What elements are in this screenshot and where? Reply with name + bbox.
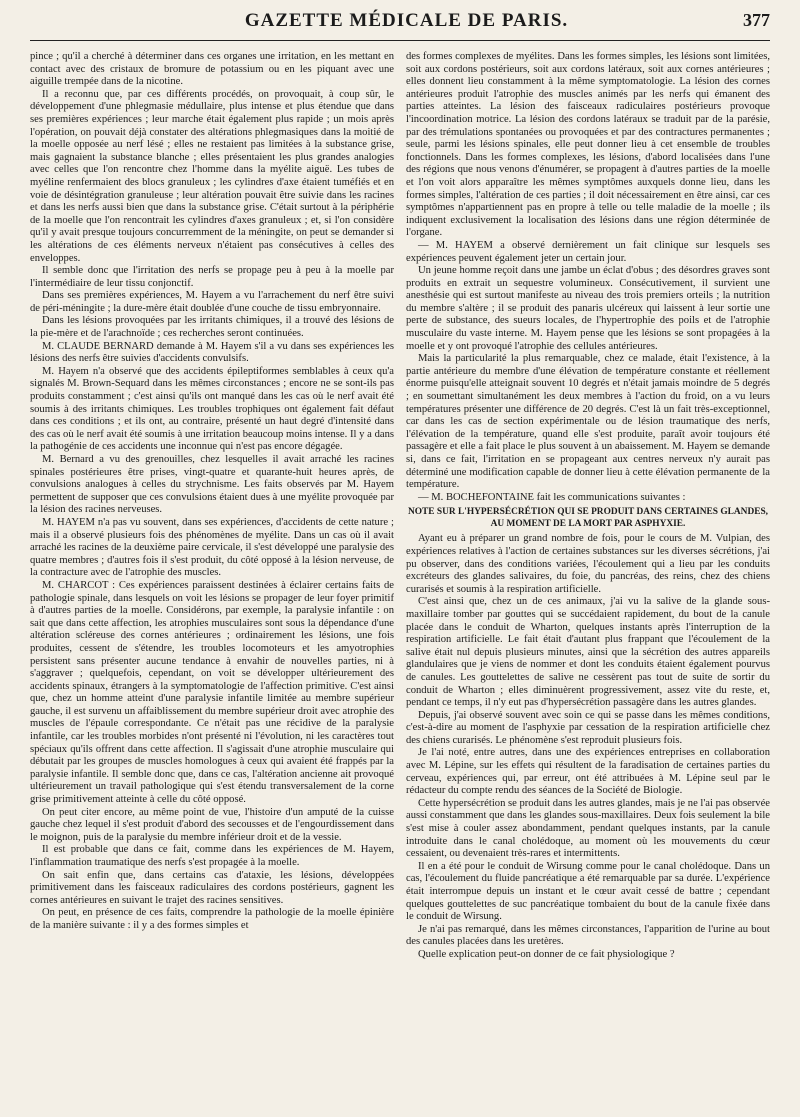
paragraph: Il en a été pour le conduit de Wirsung comme pour le canal cholédoque. Dans un cas, l'écoulement du fluide pancréatique a été remarquable par sa durée. L'expérience était interrompue depuis un instant et le cœur avait cessé de battre ; cependant quelques gouttelettes de suc pancréatique tombaient du bout de la canule fixée dans le conduit de Wirsung. [406, 860, 770, 923]
paragraph: Cette hypersécrétion se produit dans les autres glandes, mais je ne l'ai pas observée aussi constamment que dans les glandes sous-maxillaires. Deux fois seulement la bile s'est mise à couler assez abondamment, pendant quelques instants, par la canule introduite dans le canal cholédoque, au moment où les mouvements du cœur cessaient, ou devenaient très-rares et intermittents. [406, 797, 770, 860]
paragraph: Mais la particularité la plus remarquable, chez ce malade, était l'existence, à la partie antérieure du membre d'une élévation de température constante et réellement énorme puisqu'elle atteignait souvent 10 degrés et n'était jamais moindre de 5 degrés ; en soumettant simultanément les deux membres à l'action du froid, on a vu leurs températures présenter une différence de 20 degrés. C'est là un fait très-exceptionnel, car dans les cas de section expérimentale ou de lésion traumatique des nerfs, l'élévation de la température, quand elle s'est produite, paraît avoir toujours été passagère et elle a fait place le plus souvent à un abaissement. M. Hayem se demande si, dans ce fait, l'irritation en se propageant aux centres nerveux n'y aurait pas déterminé une modification capable de donner lieu à cette élévation permanente de la température. [406, 353, 770, 491]
paragraph: Je n'ai pas remarqué, dans les mêmes circonstances, l'apparition de l'urine au bout des canules placées dans les uretères. [406, 923, 770, 948]
paragraph: M. CLAUDE BERNARD demande à M. Hayem s'il a vu dans ses expériences les lésions des nerfs être suivies d'accidents convulsifs. [30, 340, 394, 365]
paragraph: M. HAYEM n'a pas vu souvent, dans ses expériences, d'accidents de cette nature ; mais il a observé plusieurs fois des phénomènes de myélite. Dans un cas où il avait arraché les racines de la deuxième paire cervicale, il s'est développé une paralysie des quatre membres ; d'autres fois il s'est produit, du côté opposé à la lésion nerveuse, de la contracture avec de l'atrophie des muscles. [30, 516, 394, 579]
page-number: 377 [743, 10, 770, 30]
paragraph: — M. HAYEM a observé dernièrement un fait clinique sur lesquels ses expériences peuvent également jeter un certain jour. [406, 239, 770, 264]
paragraph: On peut citer encore, au même point de vue, l'histoire d'un amputé de la cuisse gauche chez lequel il s'est produit d'abord des secousses et de l'engourdissement dans le moignon, puis de la paralysie du membre inférieur droit et de la vessie. [30, 806, 394, 843]
paragraph: Quelle explication peut-on donner de ce fait physiologique ? [418, 948, 675, 960]
paragraph: C'est ainsi que, chez un de ces animaux, j'ai vu la salive de la glande sous-maxillaire tomber par gouttes qui se succédaient rapidement, du bout de la canule placée dans le conduit de Wharton, quelques instants après l'interruption de la respiration artificielle. Le fait était d'autant plus frappant que l'écoulement de la salive était nul depuis plusieurs minutes, ainsi que la sécrétion des autres appareils glandulaires que je viens de nommer et dont les conduits étaient également pourvus de canules. Les gouttelettes de salive ne cessèrent pas tout de suite de sortir du conduit de Wharton ; elles diminuèrent progressivement, assez vite du reste, et, pendant ce temps, il n'y eut pas d'hypersécrétion passagère dans les autres glandes. [406, 596, 770, 709]
paragraph: Il semble donc que l'irritation des nerfs se propage peu à peu à la moelle par l'intermédiaire de leur tissu conjonctif. [30, 265, 394, 289]
paragraph: On sait enfin que, dans certains cas d'ataxie, les lésions, développées primitivement dans les faisceaux radiculaires des cordons postérieurs, gagnent les cornes antérieures en suivant le trajet des racines sensitives. [30, 869, 394, 906]
section-heading: NOTE SUR L'HYPERSÉCRÉTION QUI SE PRODUIT DANS CERTAINES GLANDES, AU MOMENT DE LA MORT PAR ASPHYXIE. [407, 507, 769, 529]
paragraph: Dans les lésions provoquées par les irritants chimiques, il a trouvé des lésions de la pie-mère et de l'arachnoïde ; ces recherches seront continuées. [30, 315, 394, 340]
right-column [406, 51, 770, 1106]
paragraph: On peut, en présence de ces faits, comprendre la pathologie de la moelle épinière de la manière suivante : il y a des formes simples et [30, 907, 394, 931]
paragraph: Il est probable que dans ce fait, comme dans les expériences de M. Hayem, l'inflammation traumatique des nerfs s'est propagée à la moelle. [30, 844, 394, 868]
paragraph: des formes complexes de myélites. Dans les formes simples, les lésions sont limitées, soit aux cordons postérieurs, soit aux cordons latéraux, soit aux cornes antérieures ; elles donnent lieu constamment à la même symptomatologie. La lésion des cornes antérieures produit l'atrophie des muscles animés par les nerfs qui émanent des parties atteintes. La lésion des faisceaux radiculaires postérieurs provoque l'incoordination motrice. La lésion des cordons latéraux se traduit par de la parésie, par des trémulations spontanées ou provoquées et par des contractures permanentes ; seule, parmi les lésions spinales, elle peut donner lieu à cet ensemble de troubles fonctionnels. Dans les formes complexes, les lésions, d'abord localisées dans l'une des régions que nous venons d'énumérer, se propagent à d'autres parties de la moelle et l'on voit alors apparaître les mêmes symptômes auxquels donne lieu, dans les formes simples, l'altération de ces parties ; il doit nécessairement en être ainsi, car ces symptômes n'appartiennent pas en propre à telle ou telle maladie de la moelle ; ils indiquent exclusivement la localisation des lésions dans une région déterminée de l'organe. [406, 51, 770, 239]
paragraph: M. Hayem n'a observé que des accidents épileptiformes semblables à ceux qu'a signalés M. Brown-Sequard dans les mêmes circonstances ; encore ne se sont-ils pas produits constamment ; c'est ainsi qu'ils ont manqué dans les cas où le nerf avait été soumis à des irritants chimiques. Les troubles trophiques ont également fait défaut dans ces conditions ; et ils ont, au contraire, présenté un haut degré d'intensité dans des cas où le nerf avait été soumis à une irritation beaucoup moins intense. Il y a dans la pathogénie de ces accidents une inconnue qui n'est pas encore dégagée. [30, 365, 394, 453]
paragraph: M. CHARCOT : Ces expériences paraissent destinées à éclairer certains faits de pathologie spinale, dans lesquels on voit les lésions se propager de leur foyer primitif à d'autres parties de la moelle. Considérons, par exemple, la paralysie infantile : on sait que dans cette affection, les atrophies musculaires sont sous la dépendance d'une altération scléreuse des cornes antérieures ; ordinairement les lésions, une fois produites, cessent de s'étendre, les troubles locomoteurs et les amyotrophies persistent sans présenter aucune tendance à envahir de nouvelles parties, ni à s'aggraver ; quelquefois, cependant, on voit se développer ultérieurement des accidents spinaux, étrangers à la symptomatologie de l'affection primitive. C'est ainsi que, chez un homme atteint d'une paralysie infantile limitée au membre supérieur gauche, il est survenu un affaiblissement du membre supérieur droit avec atrophie des muscles de l'épaule correspondante. Ce n'était pas une récidive de la paralysie infantile, car les troubles morbides n'ont présenté ni l'évolution, ni les caractères tout spéciaux qu'ils offrent dans cette affection. Il s'agissait d'une atrophie musculaire qui débutait par les groupes de muscles homologues à ceux qui avaient été frappés par la paralysie infantile. Il semble donc que, dans ce cas, l'altération ancienne ait provoqué ultérieurement un travail pathologique qui s'est étendu transversalement de la corne grise primitivement atteinte à celle du côté opposé. [30, 579, 394, 806]
text-columns [30, 51, 770, 1106]
paragraph: — M. BOCHEFONTAINE fait les communications suivantes : [418, 491, 686, 503]
paragraph: Un jeune homme reçoit dans une jambe un éclat d'obus ; des désordres graves sont produits en extrait un sequestre volumineux. Consécutivement, il survient une anesthésie qui est surtout manifeste au niveau des trois premiers orteils ; la nutrition du membre s'altère ; il se produit des panaris ulcéreux qui laissent à leur sortie une perte de substance, des sueurs locales, de l'hypertrophie des poils et de l'atrophie musculaire du vaste interne. M. Hayem pense que les lésions se sont propagées à la moelle et y ont provoqué l'atrophie des cellules antérieures. [406, 265, 770, 352]
left-column [30, 51, 394, 1106]
paragraph: Il a reconnu que, par ces différents procédés, on provoquait, à coup sûr, le développement d'une phlegmasie médullaire, plus intense et plus étendue que dans ses premières expériences ; leur marche était également plus rapide ; un mois après l'opération, on pouvait déjà constater des altérations phlegmasiques dans la moitié de la moelle opposée au nerf lésé ; elles ne restaient pas limitées à la substance grise, mais gagnaient la substance blanche ; elles présentaient les plus grandes analogies avec celles que l'on rencontre chez l'homme dans la myélite aiguë. Les tubes de myéline renfermaient des blocs granuleux ; les cylindres d'axe étaient tuméfiés et en voie de désintégration granuleuse ; leur altération pouvait être suivie dans les racines et dans les nerfs aussi bien que dans la substance grise. C'était surtout à la périphérie de la moelle que l'on rencontrait les cylindres d'axes granuleux ; et, si l'on considère qu'il y avait presque toujours concurremment de la méningite, on peut se demander si les altérations de ces éléments nerveux n'étaient pas consécutives à celles des enveloppes. [30, 88, 394, 264]
paragraph: M. Bernard a vu des grenouilles, chez lesquelles il avait arraché les racines spinales postérieures être prises, vingt-quatre et quarante-huit heures après, de convulsions analogues à celles du strychnisme. Les faits observés par M. Hayem permettent de supposer que ces convulsions étaient dues à une myélite provoquée par la lésion des racines nerveuses. [30, 454, 394, 516]
paragraph: Je l'ai noté, entre autres, dans une des expériences entreprises en collaboration avec M. Lépine, sur les effets qui résultent de la faradisation de certaines parties du cerveau, expériences qui, par erreur, ont été attribuées à M. Lépine seul par le rédacteur du compte rendu des séances de la Société de Biologie. [406, 747, 770, 797]
page-header [30, 10, 770, 41]
paragraph: Ayant eu à préparer un grand nombre de fois, pour le cours de M. Vulpian, des expériences relatives à l'action de certaines substances sur les diverses sécrétions, j'ai pu observer, dans des conditions variées, l'écoulement qui a lieu par les conduits excréteurs des glandes salivaires, du foie, du pancréas, des reins, chez des chiens curarisés et soumis à la respiration artificielle. [406, 533, 770, 595]
paragraph: Dans ses premières expériences, M. Hayem a vu l'arrachement du nerf être suivi de péri-méningite ; la dure-mère était doublée d'une couche de tissu embryonnaire. [30, 290, 394, 314]
paragraph: pince ; qu'il a cherché à déterminer dans ces organes une irritation, en les mettant en contact avec des cristaux de bromure de potassium ou en les piquant avec une aiguille trempée dans de la nicotine. [30, 51, 394, 88]
paragraph: Depuis, j'ai observé souvent avec soin ce qui se passe dans les mêmes conditions, c'est-à-dire au moment de l'asphyxie par cessation de la respiration artificielle chez des chiens curarisés. Le phénomène s'est reproduit plusieurs fois. [406, 709, 770, 746]
journal-title: GAZETTE MÉDICALE DE PARIS. [244, 10, 569, 31]
